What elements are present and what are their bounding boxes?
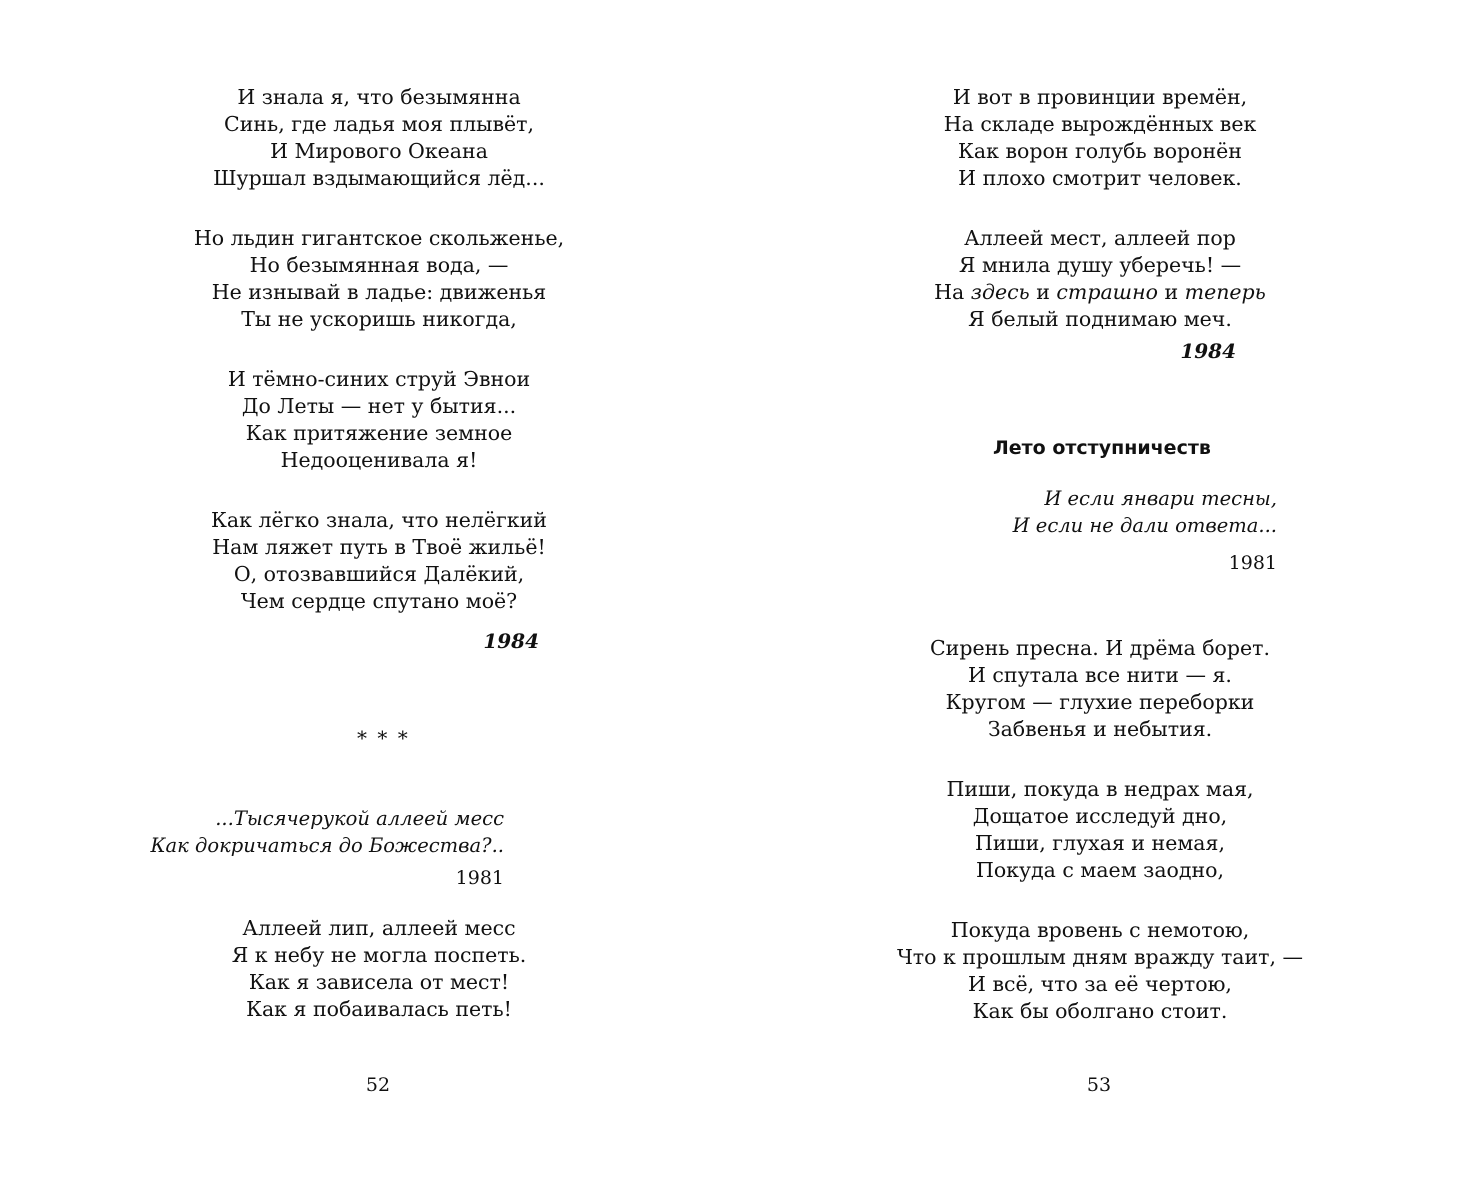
poem-line: До Леты — нет у бытия...	[241, 394, 517, 418]
word: На	[934, 280, 971, 304]
poem-line: Пиши, покуда в недрах мая,	[946, 777, 1254, 801]
poem-line: Как ворон голубь воронён	[958, 139, 1242, 163]
poem-line: Забвенья и небытия.	[987, 717, 1213, 741]
poem-line: Ты не ускоришь никогда,	[241, 307, 517, 331]
poem-line: И спутала все нити — я.	[968, 663, 1232, 687]
poem-line: О, отозвавшийся Далёкий,	[233, 562, 525, 586]
poem-line: Я мнила душу уберечь! —	[958, 253, 1242, 277]
stanza	[880, 917, 1320, 1025]
poem-line: Аллеей лип, аллеей месс	[242, 916, 516, 940]
right-poem-1	[880, 84, 1320, 333]
poem-line: Шуршал вздымающийся лёд...	[213, 166, 545, 190]
word: и	[1157, 280, 1185, 304]
stanza	[159, 915, 599, 1023]
epigraph	[150, 805, 504, 859]
poem-line: И Мирового Океана	[270, 139, 488, 163]
poem-date: 1984	[483, 629, 539, 653]
italic-word: теперь	[1184, 280, 1266, 304]
poem-line: Как я зависела от мест!	[248, 970, 510, 994]
poem-line: Как лёгко знала, что нелёгкий	[211, 508, 547, 532]
poem-line: Покуда с маем заодно,	[975, 858, 1225, 882]
stanza	[159, 507, 599, 615]
stanza	[159, 225, 599, 333]
stanza	[880, 84, 1320, 192]
poem-line: Чем сердце спутано моё?	[240, 589, 518, 613]
epigraph-line: ...Тысячерукой аллеей месс	[215, 807, 504, 830]
poem-line: Кругом — глухие переборки	[945, 690, 1255, 714]
poem-line	[880, 279, 1320, 306]
stanza	[159, 366, 599, 474]
page-number: 52	[365, 1074, 391, 1096]
poem-line: И вот в провинции времён,	[952, 85, 1248, 109]
poem-line: Как притяжение земное	[245, 421, 513, 445]
poem-line: Как я побаивалась петь!	[246, 997, 512, 1021]
poem-line: Я к небу не могла поспеть.	[231, 943, 527, 967]
poem-line: И знала я, что безымянна	[237, 85, 521, 109]
stanza	[880, 635, 1320, 743]
poem-line: На складе вырождённых век	[943, 112, 1257, 136]
stanza	[159, 84, 599, 192]
poem-line: Недооценивала я!	[280, 448, 478, 472]
section-separator: * * *	[357, 726, 410, 750]
epigraph-line: Как докричаться до Божества?..	[150, 834, 504, 857]
stanza	[880, 225, 1320, 333]
italic-word: здесь	[970, 280, 1030, 304]
poem-line: Сирень пресна. И дрёма борет.	[929, 636, 1270, 660]
right-poem-2	[880, 635, 1320, 1025]
italic-word: страшно	[1056, 280, 1158, 304]
poem-line: Не изнывай в ладье: движенья	[211, 280, 547, 304]
poem-line: И тёмно-синих струй Эвнои	[227, 367, 531, 391]
epigraph-line: И если январи тесны,	[1044, 487, 1277, 510]
epigraph-date: 1981	[455, 867, 504, 889]
page-number: 53	[1086, 1074, 1112, 1096]
poem-line: Синь, где ладья моя плывёт,	[224, 112, 534, 136]
poem-line: Но льдин гигантское скольженье,	[193, 226, 565, 250]
poem-line: Что к прошлым дням вражду таит, —	[896, 945, 1304, 969]
poem-line: Покуда вровень с немотою,	[950, 918, 1250, 942]
word: и	[1029, 280, 1057, 304]
left-poem-1	[159, 84, 599, 615]
poem-line: Как бы оболгано стоит.	[972, 999, 1228, 1023]
poem-line: Я белый поднимаю меч.	[968, 307, 1232, 331]
poem-line: Нам ляжет путь в Твоё жильё!	[212, 535, 546, 559]
epigraph-date: 1981	[1228, 552, 1277, 574]
left-poem-2	[159, 915, 599, 1023]
poem-line: И плохо смотрит человек.	[958, 166, 1242, 190]
poem-line: И всё, что за её чертою,	[968, 972, 1232, 996]
epigraph-line: И если не дали ответа...	[1012, 514, 1277, 537]
poem-date: 1984	[1180, 339, 1236, 363]
stanza	[880, 776, 1320, 884]
poem-line: Пиши, глухая и немая,	[975, 831, 1225, 855]
poem-title: Лето отступничеств	[993, 437, 1211, 459]
epigraph	[1013, 485, 1277, 539]
poem-line: Аллеей мест, аллеей пор	[964, 226, 1236, 250]
poem-line: Но безымянная вода, —	[249, 253, 509, 277]
poem-line: Дощатое исследуй дно,	[972, 804, 1228, 828]
